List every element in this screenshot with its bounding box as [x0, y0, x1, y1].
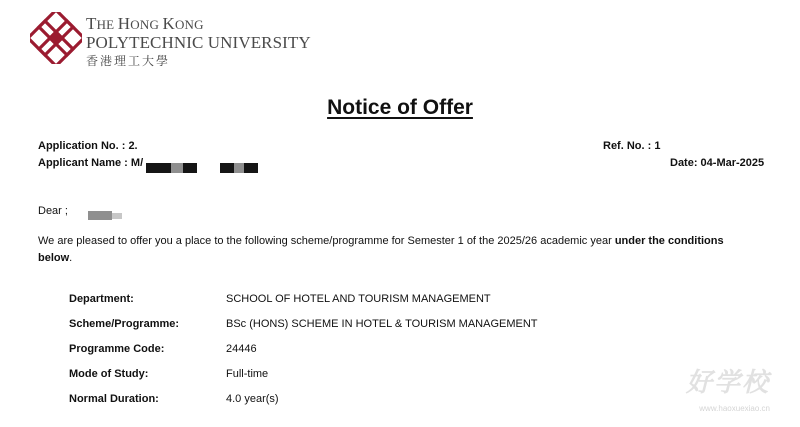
watermark-text: 好学校: [685, 367, 770, 397]
offer-date: Date: 04-Mar-2025: [670, 157, 765, 169]
reference-number: Ref. No. : 1: [603, 140, 661, 152]
detail-value: 4.0 year(s): [226, 393, 279, 405]
redaction-mark: [171, 163, 183, 173]
salutation: Dear ;: [38, 205, 68, 217]
detail-value: BSc (HONS) SCHEME IN HOTEL & TOURISM MANAGEMENT: [226, 318, 538, 330]
university-name-chinese: 香港理工大學: [86, 54, 171, 68]
redaction-mark: [112, 213, 122, 219]
detail-label: Normal Duration:: [69, 393, 159, 405]
university-name: [86, 15, 311, 69]
redaction-mark: [244, 163, 258, 173]
redaction-mark: [183, 163, 197, 173]
watermark-url: www.haoxuexiao.cn: [699, 404, 770, 413]
application-number: Application No. : 2.: [38, 140, 138, 152]
detail-label: Programme Code:: [69, 343, 165, 355]
page-title: Notice of Offer: [327, 96, 473, 119]
detail-value: 24446: [226, 343, 257, 355]
university-name-line1: THE HONG KONG: [86, 14, 204, 33]
redaction-mark: [146, 163, 171, 173]
redaction-mark: [88, 211, 112, 220]
detail-label: Scheme/Programme:: [69, 318, 180, 330]
applicant-name: Applicant Name : M/: [38, 157, 144, 169]
university-name-line2: POLYTECHNIC UNIVERSITY: [86, 33, 311, 52]
polyu-logo-icon: [30, 12, 82, 64]
offer-intro-paragraph: We are pleased to offer you a place to the following scheme/programme for Semester 1 of the 2025/26 academic year under the conditions below.: [38, 235, 724, 264]
detail-label: Department:: [69, 293, 134, 305]
redaction-mark: [234, 163, 244, 173]
detail-value: SCHOOL OF HOTEL AND TOURISM MANAGEMENT: [226, 293, 491, 305]
redaction-mark: [220, 163, 234, 173]
detail-value: Full-time: [226, 368, 269, 380]
detail-label: Mode of Study:: [69, 368, 149, 380]
